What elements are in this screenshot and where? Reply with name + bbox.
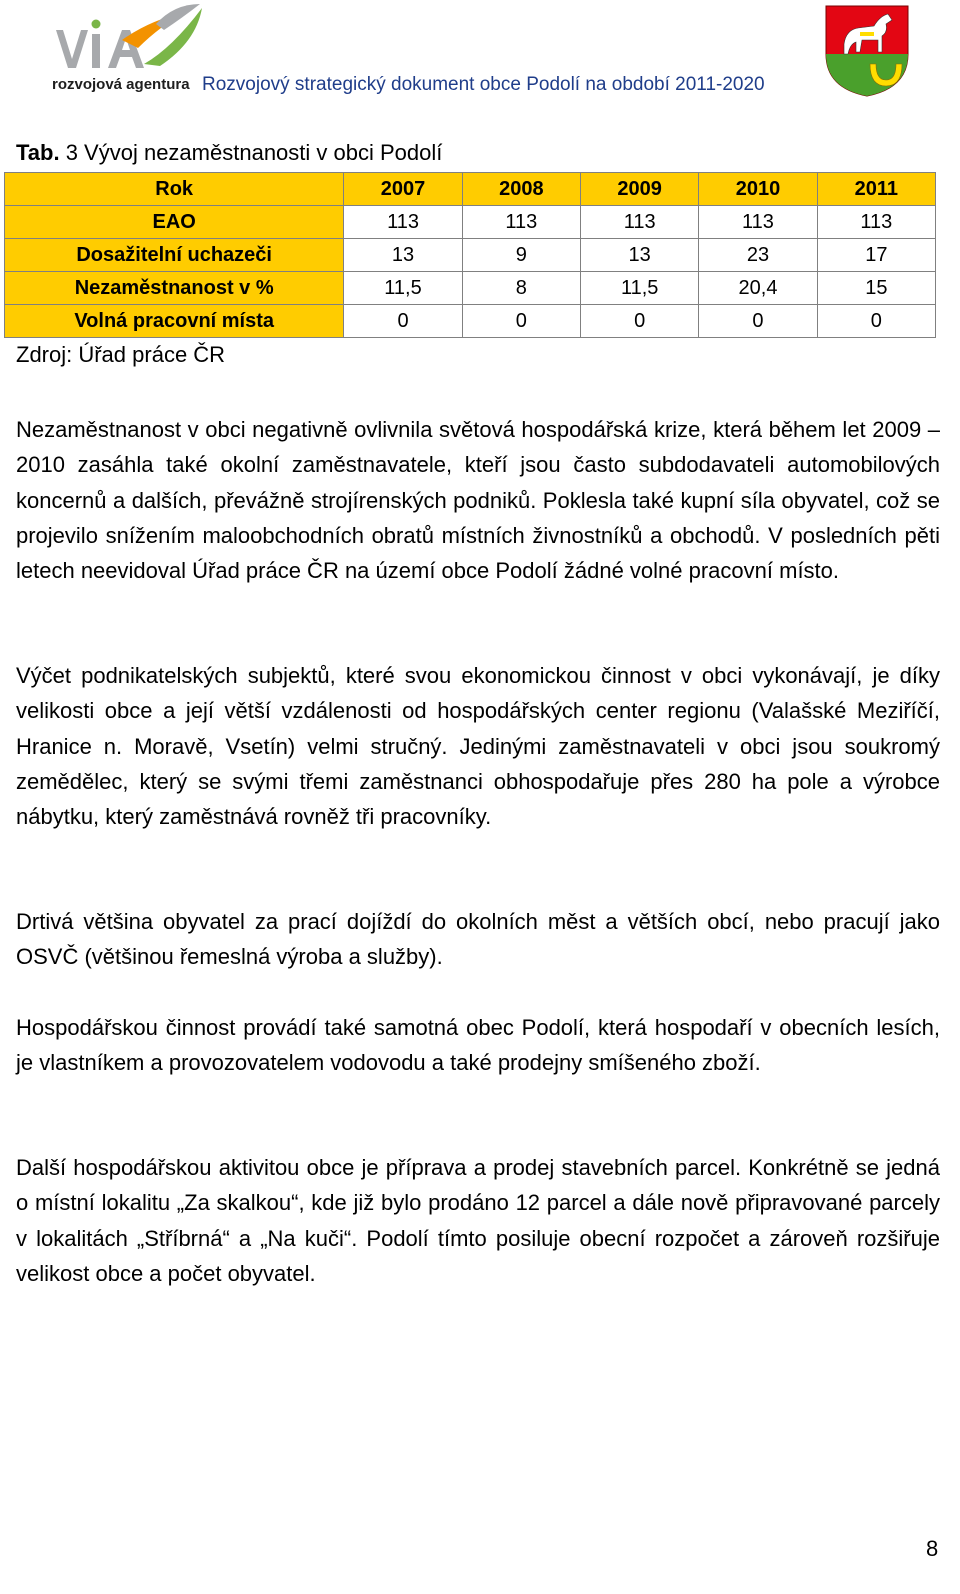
page-header: [0, 0, 960, 110]
table-cell: 113: [344, 206, 462, 239]
row-label: Dosažitelní uchazeči: [5, 239, 344, 272]
paragraph-businesses: Výčet podnikatelských subjektů, které svou ekonomickou činnost v obci vykonávají, je díky velikosti obce a její větší vzdálenosti od hospodářských center regionu (Valašské Meziříčí, Hranice n. Moravě, Vsetín) velmi stručný. Jedinými zaměstnavateli v obci jsou soukromý zemědělec, který se svými třemi zaměstnanci obhospodařuje přes 280 ha pole a výrobce nábytku, který zaměstnává rovněž tři pracovníky.: [16, 663, 940, 830]
row-label: EAO: [5, 206, 344, 239]
table-caption-prefix: Tab.: [16, 140, 60, 165]
table-cell: 113: [817, 206, 935, 239]
table-cell: 17: [817, 239, 935, 272]
table-caption: [16, 140, 442, 166]
table-row: [5, 272, 936, 305]
table-cell: 8: [462, 272, 580, 305]
table-cell: 113: [462, 206, 580, 239]
logo-text: rozvojová agentura: [52, 76, 190, 93]
table-cell: 0: [699, 305, 817, 338]
table-cell: 113: [581, 206, 699, 239]
table-source: Zdroj: Úřad práce ČR: [16, 342, 226, 367]
table-cell: 13: [581, 239, 699, 272]
table-cell: 11,5: [344, 272, 462, 305]
header-cell: 2007: [344, 173, 462, 206]
header-cell: 2010: [699, 173, 817, 206]
table-caption-text: 3 Vývoj nezaměstnanosti v obci Podolí: [59, 140, 443, 165]
row-label: Nezaměstnanost v %: [5, 272, 344, 305]
via-logo: [52, 4, 212, 96]
table-cell: 9: [462, 239, 580, 272]
table-row: [5, 206, 936, 239]
header-cell: 2008: [462, 173, 580, 206]
header-cell: Rok: [5, 173, 344, 206]
table-cell: 23: [699, 239, 817, 272]
paragraph-building-plots: Další hospodářskou aktivitou obce je příprava a prodej stavebních parcel. Konkrétně se jedná o místní lokalitu „Za skalkou“, kde již bylo prodáno 12 parcel a dále nově připravované parcely v lokalitách „Stříbrná“ a „Na kuči“. Podolí tímto posiluje obecní rozpočet a zároveň rozšiřuje velikost obce a počet obyvatel.: [16, 1155, 940, 1286]
table-cell: 113: [699, 206, 817, 239]
row-label: Volná pracovní místa: [5, 305, 344, 338]
header-cell: 2009: [581, 173, 699, 206]
table-cell: 13: [344, 239, 462, 272]
paragraph-commuting: Drtivá většina obyvatel za prací dojíždí do okolních měst a větších obcí, nebo pracují jako OSVČ (většinou řemeslná výroba a služby).: [16, 909, 940, 970]
paragraph-unemployment: Nezaměstnanost v obci negativně ovlivnila světová hospodářská krize, která během let 2009 – 2010 zasáhla také okolní zaměstnavatele, kteří jsou často subdodavateli automobilových koncernů a dalších, převážně strojírenských podniků. Poklesla také kupní síla obyvatel, což se projevilo snížením maloobchodních obratů místních živnostníků a obchodů. V posledních pěti letech neevidoval Úřad práce ČR na území obce Podolí žádné volné pracovní místo.: [16, 417, 940, 584]
table-cell: 15: [817, 272, 935, 305]
table-cell: 0: [462, 305, 580, 338]
table-cell: 0: [817, 305, 935, 338]
unemployment-table: [4, 172, 936, 338]
table-cell: 20,4: [699, 272, 817, 305]
via-logo-icon: [52, 4, 212, 76]
header-cell: 2011: [817, 173, 935, 206]
table-header-row: [5, 173, 936, 206]
table-row: [5, 239, 936, 272]
podoli-coat-of-arms: [822, 2, 912, 98]
paragraph-municipal-activity: Hospodářskou činnost provádí také samotná obec Podolí, která hospodaří v obecních lesích, je vlastníkem a provozovatelem vodovodu a také prodejny smíšeného zboží.: [16, 1015, 940, 1076]
document-title: Rozvojový strategický dokument obce Podolí na období 2011-2020: [202, 74, 765, 95]
coat-of-arms-icon: [822, 2, 912, 98]
table-row: [5, 305, 936, 338]
table-cell: 0: [344, 305, 462, 338]
page-number: 8: [926, 1536, 939, 1561]
table-cell: 0: [581, 305, 699, 338]
table-cell: 11,5: [581, 272, 699, 305]
